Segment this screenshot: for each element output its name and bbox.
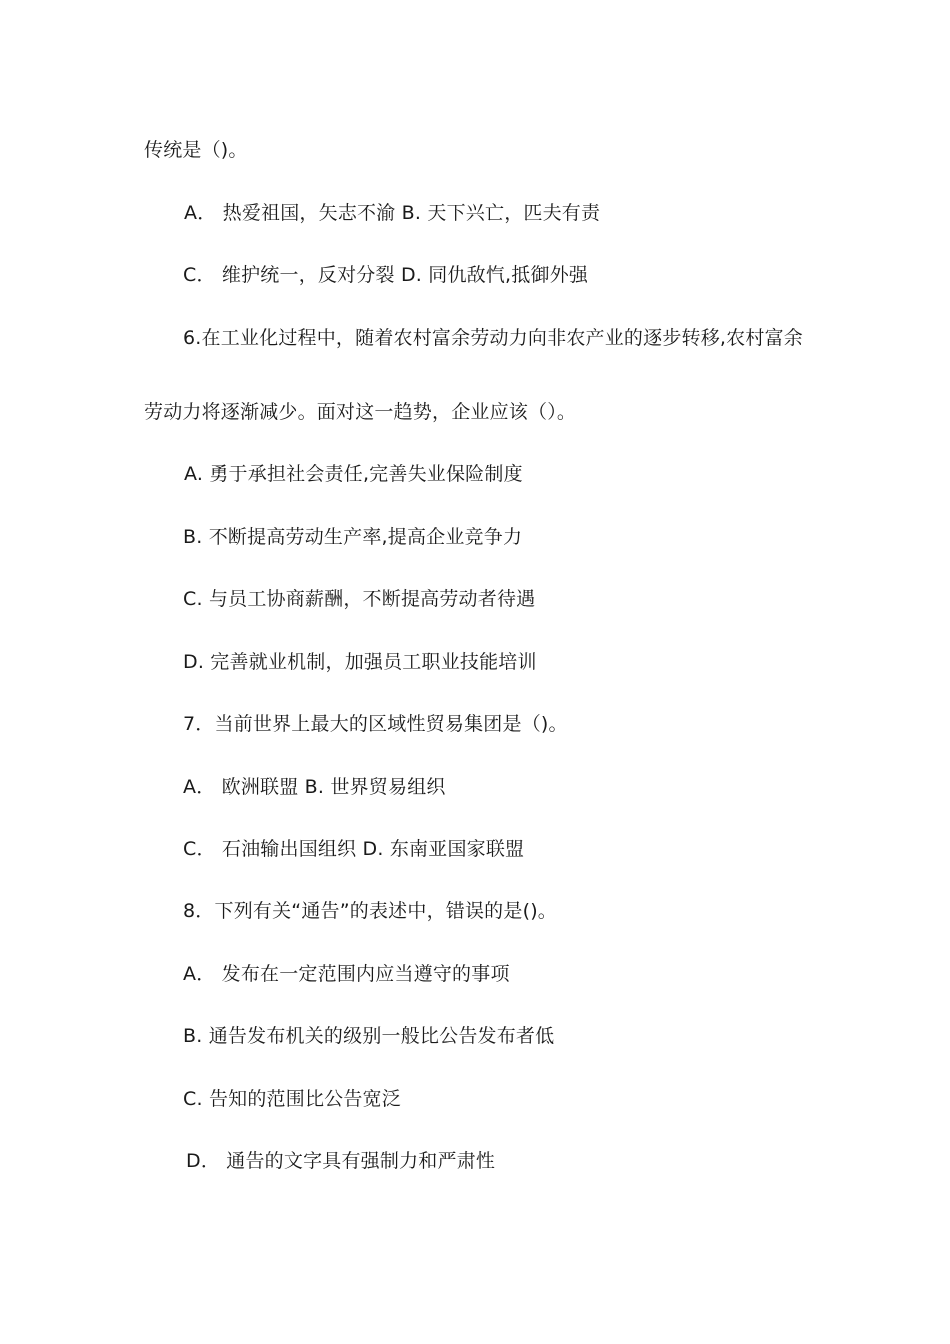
option-line: A． 欧洲联盟 B. 世界贸易组织: [183, 776, 446, 798]
option-line: A． 热爱祖国，矢志不渝 B. 天下兴亡，匹夫有责: [184, 202, 601, 224]
option-line: C． 石油输出国组织 D. 东南亚国家联盟: [183, 838, 525, 860]
option-line: C. 与员工协商薪酬，不断提高劳动者待遇: [183, 588, 536, 610]
option-line: B. 不断提高劳动生产率,提高企业竞争力: [183, 526, 523, 548]
option-line: D． 通告的文字具有强制力和严肃性: [186, 1150, 496, 1172]
question-6-line-1: 6.在工业化过程中，随着农村富余劳动力向非农产业的逐步转移,农村富余: [183, 327, 803, 349]
option-line: C. 告知的范围比公告宽泛: [183, 1088, 401, 1110]
option-line: D. 完善就业机制，加强员工职业技能培训: [183, 651, 537, 673]
question-7-line: 7．当前世界上最大的区域性贸易集团是（)。: [183, 713, 568, 735]
text-line: 传统是（)。: [144, 139, 248, 161]
option-line: A. 勇于承担社会责任,完善失业保险制度: [184, 463, 523, 485]
question-6-line-2: 劳动力将逐渐减少。面对这一趋势，企业应该（）。: [144, 401, 577, 423]
option-line: A． 发布在一定范围内应当遵守的事项: [183, 963, 510, 985]
question-8-line: 8．下列有关“通告”的表述中，错误的是()。: [183, 900, 558, 922]
option-line: C． 维护统一，反对分裂 D. 同仇敌忾,抵御外强: [183, 264, 589, 286]
option-line: B. 通告发布机关的级别一般比公告发布者低: [183, 1025, 555, 1047]
